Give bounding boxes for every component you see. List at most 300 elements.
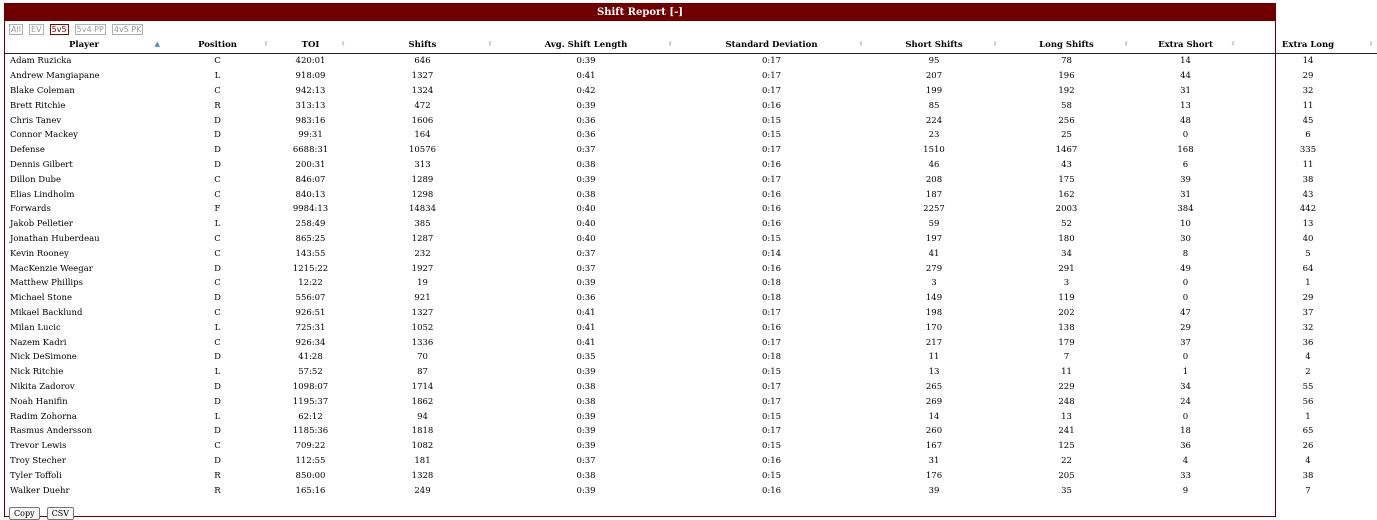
standard-deviation-cell: 0:15: [761, 233, 782, 244]
shifts-cell: 1927: [411, 263, 434, 274]
extra-short-cell: 4: [1182, 455, 1189, 466]
toi-cell: 725:31: [295, 322, 326, 333]
player-cell: Tyler Toffoli: [10, 470, 62, 481]
avg-shift-length-cell: 0:39: [576, 278, 596, 289]
shifts-cell: 1052: [411, 322, 434, 333]
table-row: [5, 202, 1377, 217]
table-header-row: [5, 37, 1377, 54]
shifts-cell: 1287: [411, 233, 434, 244]
player-cell: Forwards: [10, 204, 51, 215]
extra-long-cell: 7: [1305, 485, 1311, 496]
extra-short-cell: 6: [1182, 159, 1189, 170]
standard-deviation-cell: 0:18: [761, 352, 782, 363]
short-shifts-cell: 208: [925, 174, 943, 185]
shifts-cell: 1298: [411, 189, 434, 200]
toi-cell: 556:07: [295, 293, 326, 304]
player-cell: Matthew Phillips: [10, 278, 83, 289]
table-row: [5, 246, 1377, 261]
player-cell: Nikita Zadorov: [10, 381, 75, 392]
player-cell: Defense: [10, 145, 45, 156]
table-body: [5, 54, 1377, 498]
position-cell: C: [214, 189, 221, 200]
player-cell: Blake Coleman: [10, 85, 75, 96]
long-shifts-cell: 241: [1058, 426, 1075, 437]
extra-short-cell: 1: [1182, 367, 1189, 378]
player-cell: Nick Ritchie: [10, 367, 64, 378]
table-row: [5, 217, 1377, 232]
avg-shift-length-cell: 0:38: [576, 396, 596, 407]
standard-deviation-cell: 0:15: [761, 130, 782, 141]
standard-deviation-cell: 0:17: [761, 337, 782, 348]
table-row: [5, 143, 1377, 158]
standard-deviation-cell: 0:16: [761, 263, 782, 274]
extra-short-cell: 44: [1180, 71, 1191, 82]
table-row: [5, 454, 1377, 469]
long-shifts-cell: 138: [1058, 322, 1075, 333]
shifts-cell: 181: [414, 455, 431, 466]
standard-deviation-cell: 0:18: [761, 293, 782, 304]
position-cell: D: [214, 145, 221, 156]
toi-cell: 1098:07: [292, 381, 329, 392]
position-cell: D: [214, 263, 221, 274]
long-shifts-cell: 291: [1058, 263, 1075, 274]
player-cell: Milan Lucic: [10, 322, 61, 333]
avg-shift-length-cell: 0:38: [576, 159, 596, 170]
short-shifts-cell: 260: [925, 426, 943, 437]
avg-shift-length-cell: 0:41: [576, 337, 596, 348]
shift-report-header: [5, 4, 1275, 21]
standard-deviation-cell: 0:17: [761, 85, 782, 96]
toi-cell: 1215:22: [292, 263, 329, 274]
column-header-short-shifts[interactable]: Short Shifts ⬍: [867, 37, 1001, 54]
short-shifts-cell: 265: [925, 381, 943, 392]
extra-short-cell: 384: [1177, 204, 1194, 215]
extra-short-cell: 31: [1180, 85, 1191, 96]
short-shifts-cell: 11: [928, 352, 940, 363]
extra-long-cell: 29: [1302, 293, 1314, 304]
player-cell: Walker Duehr: [10, 485, 70, 496]
extra-long-cell: 1: [1305, 411, 1311, 422]
extra-long-cell: 335: [1299, 145, 1317, 156]
shifts-cell: 313: [414, 159, 431, 170]
toi-cell: 865:25: [295, 233, 326, 244]
column-header-extra-short[interactable]: Extra Short ⬍: [1132, 37, 1239, 54]
extra-short-cell: 0: [1182, 352, 1189, 363]
extra-short-cell: 49: [1180, 263, 1191, 274]
table-row: [5, 320, 1377, 335]
standard-deviation-cell: 0:16: [761, 100, 782, 111]
shifts-cell: 164: [414, 130, 431, 141]
position-cell: L: [214, 411, 221, 422]
avg-shift-length-cell: 0:37: [576, 248, 596, 259]
extra-long-cell: 55: [1302, 381, 1314, 392]
standard-deviation-cell: 0:15: [761, 470, 782, 481]
filter-5v4-pp-button[interactable]: 5v4 PP: [76, 25, 104, 34]
avg-shift-length-cell: 0:41: [576, 71, 596, 82]
position-cell: C: [214, 248, 221, 259]
toi-cell: 200:31: [295, 159, 326, 170]
toi-cell: 1185:36: [292, 426, 329, 437]
player-cell: Adam Ruzicka: [10, 56, 72, 67]
extra-long-cell: 29: [1302, 71, 1314, 82]
player-cell: Noah Hanifin: [10, 396, 68, 407]
extra-long-cell: 1: [1305, 278, 1311, 289]
column-header-standard-deviation[interactable]: Standard Deviation ⬍: [676, 37, 867, 54]
extra-long-cell: 64: [1302, 263, 1314, 274]
toi-cell: 62:12: [298, 411, 323, 422]
avg-shift-length-cell: 0:36: [576, 115, 596, 126]
toi-cell: 41:28: [298, 352, 323, 363]
filter-5v5-button[interactable]: 5v5: [51, 25, 67, 34]
shifts-cell: 1862: [411, 396, 434, 407]
table-row: [5, 483, 1377, 498]
position-cell: C: [214, 337, 221, 348]
shifts-cell: 1327: [411, 71, 434, 82]
table-row: [5, 335, 1377, 350]
standard-deviation-cell: 0:17: [761, 396, 782, 407]
long-shifts-cell: 11: [1061, 367, 1072, 378]
shifts-cell: 1082: [411, 441, 434, 452]
long-shifts-cell: 43: [1061, 159, 1072, 170]
long-shifts-cell: 119: [1058, 293, 1075, 304]
standard-deviation-cell: 0:14: [761, 248, 782, 259]
avg-shift-length-cell: 0:38: [576, 381, 596, 392]
column-header-player[interactable]: Player ▲: [5, 37, 163, 54]
sort-icon: ⬍: [263, 39, 269, 48]
filter-all-button[interactable]: All: [11, 25, 21, 34]
long-shifts-cell: 202: [1058, 307, 1075, 318]
extra-long-cell: 4: [1305, 352, 1311, 363]
extra-short-cell: 24: [1180, 396, 1191, 407]
avg-shift-length-cell: 0:37: [576, 455, 596, 466]
shifts-cell: 10576: [408, 145, 437, 156]
extra-short-cell: 18: [1180, 426, 1191, 437]
short-shifts-cell: 167: [925, 441, 943, 452]
shifts-cell: 385: [414, 219, 431, 230]
extra-short-cell: 48: [1180, 115, 1191, 126]
position-cell: D: [214, 115, 221, 126]
short-shifts-cell: 170: [925, 322, 943, 333]
short-shifts-cell: 279: [925, 263, 943, 274]
long-shifts-cell: 229: [1058, 381, 1075, 392]
table-row: [5, 424, 1377, 439]
toi-cell: 846:07: [295, 174, 326, 185]
standard-deviation-cell: 0:15: [761, 115, 782, 126]
avg-shift-length-cell: 0:40: [576, 219, 596, 230]
extra-long-cell: 65: [1302, 426, 1314, 437]
standard-deviation-cell: 0:16: [761, 219, 782, 230]
player-cell: Brett Ritchie: [10, 100, 66, 111]
position-cell: D: [214, 426, 221, 437]
extra-short-cell: 37: [1180, 337, 1191, 348]
column-header-avg-shift-length[interactable]: Avg. Shift Length ⬍: [496, 37, 676, 54]
short-shifts-cell: 3: [931, 278, 937, 289]
avg-shift-length-cell: 0:42: [576, 85, 596, 96]
avg-shift-length-cell: 0:39: [576, 174, 596, 185]
extra-long-cell: 11: [1302, 159, 1314, 170]
short-shifts-cell: 1510: [923, 145, 945, 156]
shifts-cell: 70: [417, 352, 428, 363]
position-cell: F: [214, 204, 221, 215]
extra-short-cell: 13: [1180, 100, 1191, 111]
long-shifts-cell: 179: [1058, 337, 1075, 348]
short-shifts-cell: 14: [928, 411, 940, 422]
toi-cell: 709:22: [295, 441, 326, 452]
table-row: [5, 291, 1377, 306]
toi-cell: 918:09: [295, 71, 326, 82]
extra-short-cell: 36: [1180, 441, 1191, 452]
avg-shift-length-cell: 0:38: [576, 470, 596, 481]
extra-long-cell: 14: [1302, 56, 1314, 67]
position-cell: L: [214, 367, 221, 378]
extra-long-cell: 45: [1302, 115, 1314, 126]
long-shifts-cell: 205: [1058, 470, 1075, 481]
shift-report-panel: [4, 3, 1374, 518]
extra-long-cell: 38: [1302, 470, 1314, 481]
position-cell: D: [214, 159, 221, 170]
shifts-cell: 1606: [411, 115, 434, 126]
extra-long-cell: 11: [1302, 100, 1314, 111]
toi-cell: 9984:13: [292, 204, 329, 215]
sort-icon: ⬍: [487, 39, 493, 48]
player-cell: Jakob Pelletier: [10, 219, 73, 230]
table-row: [5, 365, 1377, 380]
short-shifts-cell: 176: [925, 470, 943, 481]
avg-shift-length-cell: 0:39: [576, 56, 596, 67]
player-cell: Nazem Kadri: [10, 337, 67, 348]
extra-long-cell: 38: [1302, 174, 1314, 185]
player-cell: Rasmus Andersson: [10, 426, 93, 437]
extra-long-cell: 56: [1302, 396, 1314, 407]
extra-short-cell: 33: [1180, 470, 1191, 481]
player-cell: Andrew Mangiapane: [10, 71, 100, 82]
short-shifts-cell: 95: [928, 56, 940, 67]
filter-ev-button[interactable]: EV: [31, 25, 42, 34]
extra-short-cell: 0: [1182, 293, 1189, 304]
standard-deviation-cell: 0:16: [761, 159, 782, 170]
extra-long-cell: 5: [1305, 248, 1311, 259]
long-shifts-cell: 192: [1058, 85, 1075, 96]
extra-long-cell: 36: [1302, 337, 1314, 348]
table-row: [5, 350, 1377, 365]
sort-ascending-icon: ▲: [154, 39, 160, 48]
long-shifts-cell: 256: [1058, 115, 1075, 126]
short-shifts-cell: 149: [925, 293, 943, 304]
extra-long-cell: 32: [1302, 322, 1314, 333]
extra-short-cell: 0: [1182, 411, 1189, 422]
toi-cell: 840:13: [295, 189, 326, 200]
player-cell: Mikael Backlund: [10, 307, 83, 318]
table-row: [5, 439, 1377, 454]
avg-shift-length-cell: 0:37: [576, 263, 596, 274]
position-cell: R: [214, 470, 221, 481]
shifts-cell: 1328: [411, 470, 434, 481]
extra-long-cell: 4: [1305, 455, 1311, 466]
toi-cell: 926:34: [295, 337, 326, 348]
player-cell: Chris Tanev: [10, 115, 62, 126]
player-cell: Elias Lindholm: [10, 189, 75, 200]
player-cell: Troy Stecher: [10, 455, 66, 466]
extra-short-cell: 8: [1182, 248, 1189, 259]
extra-short-cell: 14: [1180, 56, 1191, 67]
sort-icon: ⬍: [1368, 39, 1374, 48]
standard-deviation-cell: 0:16: [761, 322, 782, 333]
extra-long-cell: 37: [1302, 307, 1314, 318]
shifts-cell: 94: [417, 411, 428, 422]
table-row: [5, 232, 1377, 247]
position-cell: D: [214, 130, 221, 141]
standard-deviation-cell: 0:15: [761, 411, 782, 422]
long-shifts-cell: 22: [1061, 455, 1072, 466]
shifts-cell: 19: [417, 278, 428, 289]
standard-deviation-cell: 0:17: [761, 145, 782, 156]
situation-filter-bar: [5, 21, 1275, 37]
shifts-cell: 1327: [411, 307, 434, 318]
standard-deviation-cell: 0:17: [761, 174, 782, 185]
table-row: [5, 306, 1377, 321]
standard-deviation-cell: 0:17: [761, 71, 782, 82]
toi-cell: 112:55: [295, 455, 326, 466]
player-cell: Michael Stone: [10, 293, 73, 304]
extra-long-cell: 2: [1305, 367, 1311, 378]
avg-shift-length-cell: 0:41: [576, 307, 596, 318]
sort-icon: ⬍: [340, 39, 346, 48]
long-shifts-cell: 248: [1058, 396, 1075, 407]
player-cell: Connor Mackey: [10, 130, 78, 141]
position-cell: C: [214, 85, 221, 96]
standard-deviation-cell: 0:15: [761, 367, 782, 378]
short-shifts-cell: 41: [928, 248, 940, 259]
toi-cell: 258:49: [295, 219, 326, 230]
position-cell: D: [214, 352, 221, 363]
avg-shift-length-cell: 0:39: [576, 441, 596, 452]
toi-cell: 99:31: [298, 130, 323, 141]
extra-long-cell: 13: [1302, 219, 1314, 230]
short-shifts-cell: 199: [925, 85, 943, 96]
toi-cell: 1195:37: [292, 396, 329, 407]
long-shifts-cell: 3: [1063, 278, 1070, 289]
toi-cell: 57:52: [298, 367, 323, 378]
avg-shift-length-cell: 0:36: [576, 293, 596, 304]
copy-button[interactable]: Copy: [9, 507, 40, 520]
shifts-cell: 1324: [411, 85, 434, 96]
standard-deviation-cell: 0:18: [761, 278, 782, 289]
column-header-long-shifts[interactable]: Long Shifts ⬍: [1001, 37, 1132, 54]
extra-short-cell: 30: [1180, 233, 1191, 244]
long-shifts-cell: 52: [1061, 219, 1072, 230]
position-cell: D: [214, 381, 221, 392]
table-row: [5, 84, 1377, 99]
table-row: [5, 54, 1377, 69]
long-shifts-cell: 34: [1061, 248, 1072, 259]
shifts-cell: 1714: [411, 381, 434, 392]
long-shifts-cell: 58: [1061, 100, 1072, 111]
long-shifts-cell: 196: [1058, 71, 1075, 82]
shifts-cell: 1336: [411, 337, 434, 348]
table-row: [5, 276, 1377, 291]
table-row: [5, 172, 1377, 187]
position-cell: C: [214, 307, 221, 318]
sort-icon: ⬍: [1123, 39, 1129, 48]
shifts-cell: 646: [414, 56, 431, 67]
short-shifts-cell: 31: [928, 455, 940, 466]
short-shifts-cell: 13: [928, 367, 940, 378]
long-shifts-cell: 78: [1061, 56, 1072, 67]
player-cell: Dillon Dube: [10, 174, 62, 185]
toi-cell: 420:01: [295, 56, 326, 67]
avg-shift-length-cell: 0:39: [576, 485, 596, 496]
position-cell: D: [214, 455, 221, 466]
table-row: [5, 128, 1377, 143]
position-cell: C: [214, 278, 221, 289]
position-cell: C: [214, 56, 221, 67]
position-cell: L: [214, 322, 221, 333]
short-shifts-cell: 46: [928, 159, 940, 170]
position-cell: C: [214, 174, 221, 185]
extra-short-cell: 39: [1180, 174, 1191, 185]
standard-deviation-cell: 0:17: [761, 307, 782, 318]
csv-button[interactable]: CSV: [47, 507, 74, 520]
standard-deviation-cell: 0:16: [761, 189, 782, 200]
position-cell: D: [214, 293, 221, 304]
table-row: [5, 69, 1377, 84]
extra-short-cell: 0: [1182, 278, 1189, 289]
extra-long-cell: 6: [1305, 130, 1311, 141]
toi-cell: 983:16: [295, 115, 326, 126]
toi-cell: 926:51: [295, 307, 326, 318]
column-header-toi[interactable]: TOI ⬍: [272, 37, 349, 54]
toi-cell: 6688:31: [292, 145, 329, 156]
filter-4v5-pk-button[interactable]: 4v5 PK: [113, 25, 142, 34]
shifts-cell: 249: [414, 485, 431, 496]
extra-short-cell: 31: [1180, 189, 1191, 200]
table-row: [5, 380, 1377, 395]
table-row: [5, 158, 1377, 173]
player-cell: Trevor Lewis: [10, 441, 67, 452]
toi-cell: 942:13: [295, 85, 326, 96]
long-shifts-cell: 25: [1061, 130, 1072, 141]
collapse-toggle[interactable]: [-]: [669, 7, 684, 18]
long-shifts-cell: 13: [1061, 411, 1072, 422]
sort-icon: ⬍: [667, 39, 673, 48]
export-toolbar: [5, 498, 1275, 520]
short-shifts-cell: 39: [928, 485, 940, 496]
extra-short-cell: 9: [1182, 485, 1189, 496]
avg-shift-length-cell: 0:39: [576, 367, 596, 378]
column-header-extra-long[interactable]: Extra Long ⬍: [1239, 37, 1377, 54]
player-cell: Nick DeSimone: [10, 352, 77, 363]
short-shifts-cell: 269: [925, 396, 943, 407]
standard-deviation-cell: 0:17: [761, 426, 782, 437]
position-cell: R: [214, 485, 221, 496]
long-shifts-cell: 7: [1063, 352, 1070, 363]
short-shifts-cell: 23: [928, 130, 940, 141]
standard-deviation-cell: 0:17: [761, 56, 782, 67]
standard-deviation-cell: 0:16: [761, 485, 782, 496]
position-cell: L: [214, 71, 221, 82]
position-cell: C: [214, 441, 221, 452]
player-cell: Jonathan Huberdeau: [10, 233, 100, 244]
long-shifts-cell: 1467: [1055, 145, 1078, 156]
column-header-position[interactable]: Position ⬍: [163, 37, 272, 54]
standard-deviation-cell: 0:16: [761, 455, 782, 466]
sort-icon: ⬍: [992, 39, 998, 48]
position-cell: D: [214, 396, 221, 407]
toi-cell: 12:22: [298, 278, 323, 289]
position-cell: R: [214, 100, 221, 111]
standard-deviation-cell: 0:16: [761, 204, 782, 215]
column-header-shifts[interactable]: Shifts ⬍: [349, 37, 496, 54]
